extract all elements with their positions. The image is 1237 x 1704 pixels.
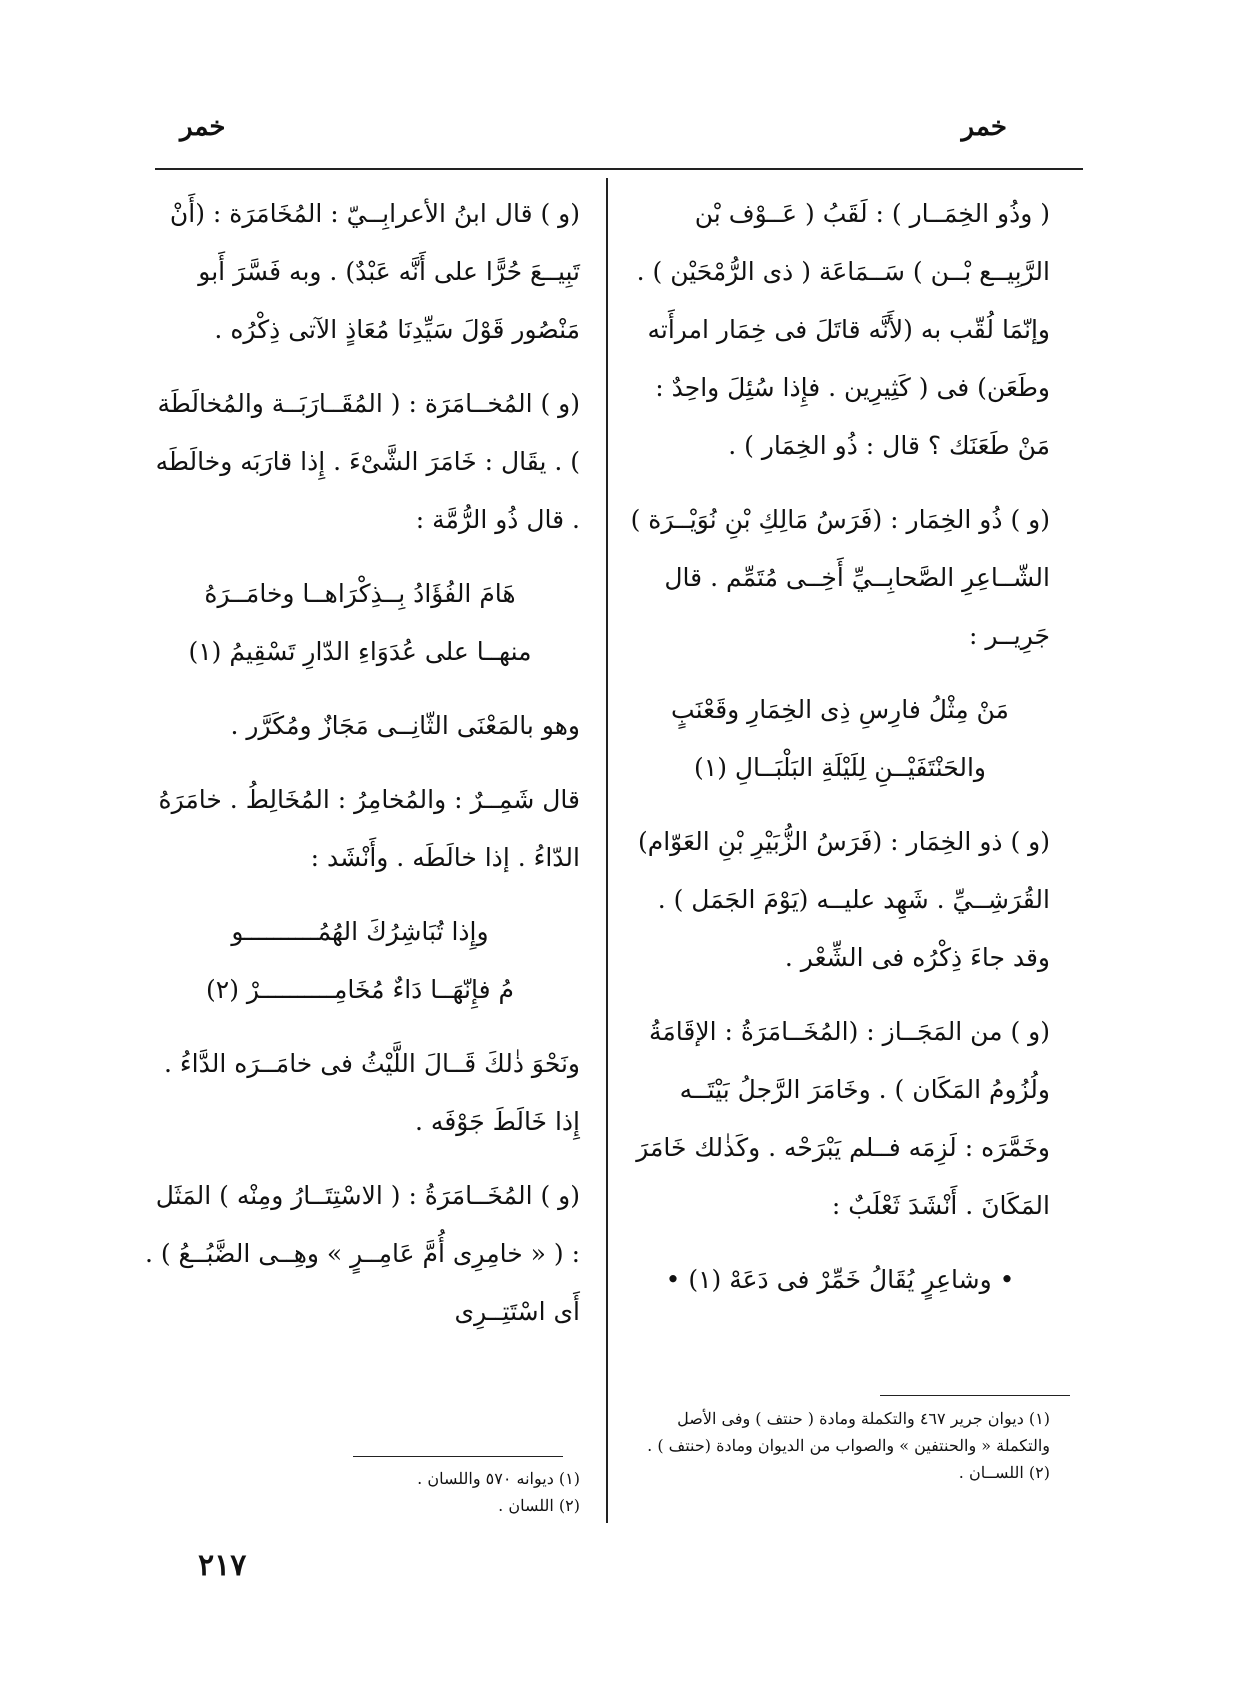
entry-paragraph: ونَحْوَ ذٰلكَ قَــالَ اللَّيْثُ فى خامَــرَه الدَّاءُ . إِذا خَالَطَ جَوْفَه . xyxy=(164,1049,580,1136)
entry-paragraph: ( وذُو الخِمَــار ) : لَقَبُ ( عَــوْف بْن الرَّبِيــع بْــن ) سَــمَاعَة ( ذى الرُّمْحَيْن ) . وإنّمَا لُقّب به (لأَنَّه قاتَلَ فى خِمَار امرأَته وطَعَن) فى ( كَثِيرِين . فإِذا سُئِلَ واحِدٌ : مَنْ طَعَنَك ؟ قال : ذُو الخِمَار ) . xyxy=(636,199,1050,460)
verse-line: هَامَ الفُؤَادُ بِــذِكْرَاهــا وخامَــرَهُ xyxy=(204,579,516,608)
entry-paragraph: وهو بالمَعْنَى الثّانِــى مَجَازٌ ومُكَرَّر . xyxy=(230,711,580,740)
entry-paragraph: (و ) المُخَــامَرَةُ : ( الاسْتِتَــارُ ومِنْه ) المَثَل : ( « خامِرِى أُمَّ عَامِــرٍ » وهِــى الضَّبُــعُ ) . أَى اسْتَتِــرِى xyxy=(144,1181,580,1326)
footnote: (٢) اللســان . xyxy=(958,1463,1050,1482)
entry-paragraph: (و ) ذُو الخِمَار : (فَرَسُ مَالِكِ بْنِ نُوَيْــرَة ) الشّــاعِرِ الصَّحابِــيِّ أَخِــى مُتَمِّم . قال جَرِيــر : xyxy=(630,505,1050,650)
verse-line: مُ فإِنّهَــا دَاءٌ مُخَامِــــــــــرْ (٢) xyxy=(206,975,514,1004)
verse-line: • وشاعِرٍ يُقَالُ خَمِّرْ فى دَعَهْ (١) • xyxy=(665,1265,1015,1294)
entry-paragraph: قال شَمِــرٌ : والمُخامِرُ : المُخَالِطُ . خامَرَهُ الدّاءُ . إذا خالَطَه . وأَنْشَد : xyxy=(158,785,580,872)
verse-line: وإِذا تُبَاشِرُكَ الهُمُــــــــــو xyxy=(231,917,489,946)
running-header-left: خمر xyxy=(180,112,226,142)
footnote: (١) ديوان جرير ٤٦٧ والتكملة ومادة ( حنتف ) وفى الأصل والتكملة « والحنتفين » والصواب من الديوان ومادة (حنتف ) . xyxy=(647,1409,1050,1455)
left-column xyxy=(140,185,580,1357)
verse-line: مَنْ مِثْلُ فارِسِ ذِى الخِمَارِ وقَعْنَبٍ xyxy=(671,695,1009,724)
verse xyxy=(630,681,1050,797)
verse xyxy=(140,903,580,1019)
footnotes-right xyxy=(630,1405,1050,1486)
verse-line: والحَنْتَفَيْــنِ لِلَيْلَةِ البَلْبَــالِ (١) xyxy=(693,753,986,782)
footnote: (٢) اللسان . xyxy=(498,1496,580,1515)
footnotes-left xyxy=(140,1465,580,1519)
entry-paragraph: (و ) المُخــامَرَة : ( المُقَــارَبَــة والمُخالَطَة ) . يقَال : خَامَرَ الشَّىْءَ . إِذا قارَبَه وخالَطَه . قال ذُو الرُّمَّة : xyxy=(155,389,580,534)
entry-paragraph: (و ) من المَجَــاز : (المُخَــامَرَةُ : الإقَامَةُ ولُزُومُ المَكَان ) . وخَامَرَ الرَّجلُ بَيْتَــه وخَمَّرَه : لَزِمَه فــلم يَبْرَحْه . وكَذٰلك خَامَرَ المَكَانَ . أَنْشَدَ ثَعْلَبٌ : xyxy=(636,1017,1050,1220)
header-rule xyxy=(155,168,1083,170)
right-column xyxy=(630,185,1050,1325)
footnote-rule xyxy=(353,1456,563,1457)
verse-line: منهــا على عُدَوَاءِ الدّارِ تَسْقِيمُ (١) xyxy=(188,637,532,666)
column-divider xyxy=(606,178,608,1523)
entry-paragraph: (و ) ذو الخِمَار : (فَرَسُ الزُّبَيْرِ بْنِ العَوّام) القُرَشِــيِّ . شَهِد عليــه (يَوْمَ الجَمَل ) . وقد جاءَ ذِكْرُه فى الشِّعْر . xyxy=(638,827,1050,972)
verse xyxy=(630,1251,1050,1309)
footnote: (١) ديوانه ٥٧٠ واللسان . xyxy=(417,1469,580,1488)
footnote-rule xyxy=(880,1395,1070,1396)
page-number: ٢١٧ xyxy=(198,1548,247,1583)
running-header-right: خمر xyxy=(961,112,1007,142)
verse xyxy=(140,565,580,681)
entry-paragraph: (و ) قال ابنُ الأعرابِــيّ : المُخَامَرَة : (أَنْ تَبِيــعَ حُرًّا على أَنَّه عَبْدٌ) . وبه فَسَّرَ أَبو مَنْصُور قَوْلَ سَيِّدِنَا مُعَاذٍ الآتى ذِكْرُه . xyxy=(169,199,580,344)
